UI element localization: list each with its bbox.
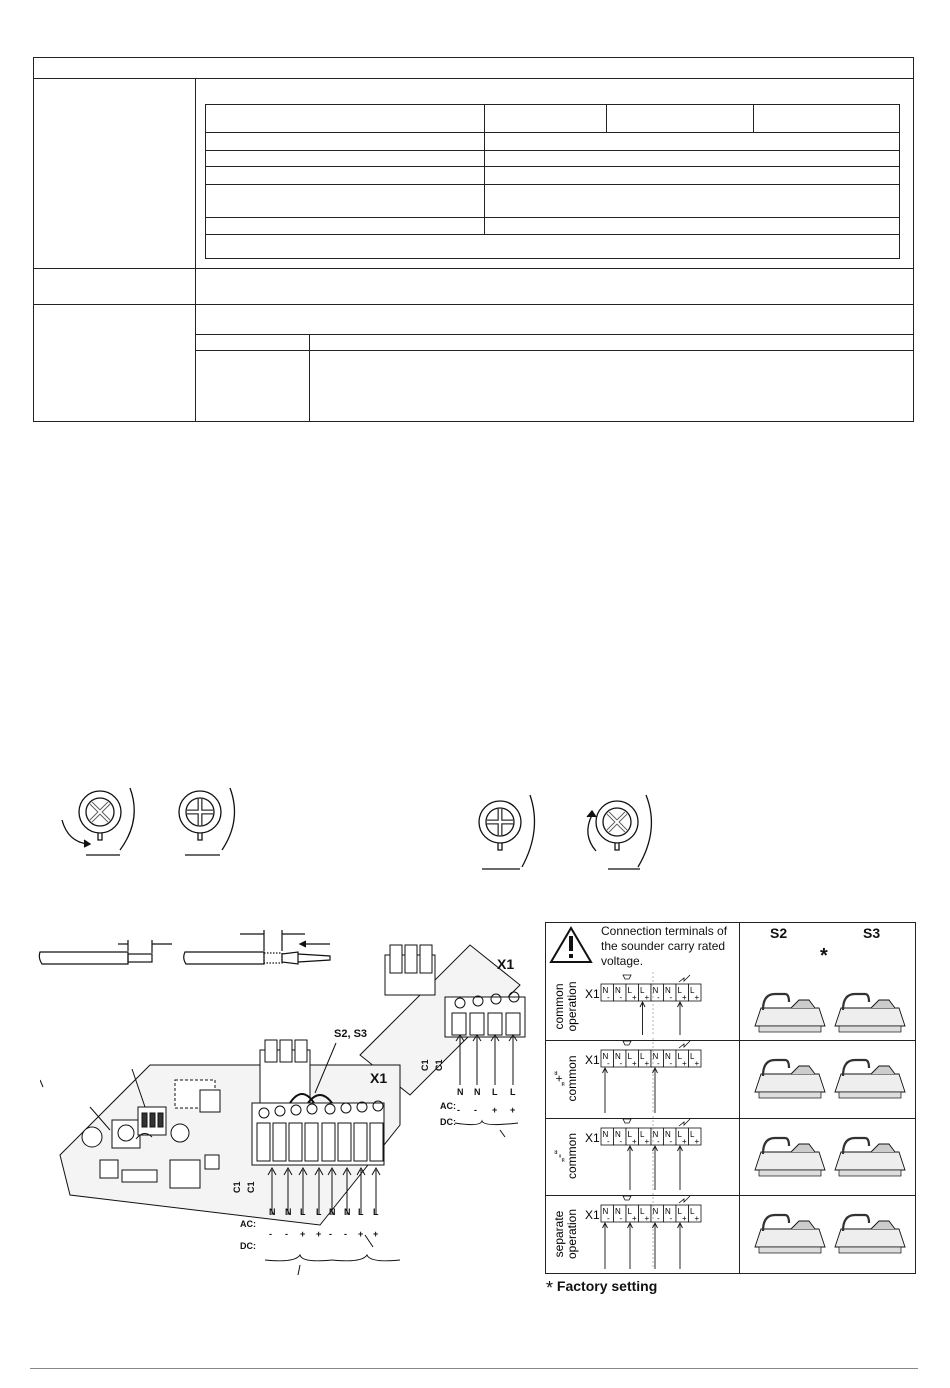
terminal-label: N — [602, 986, 609, 995]
terminal-label: N — [615, 1207, 621, 1216]
wiring-diagram — [40, 925, 540, 1275]
jumper-icon — [835, 1152, 905, 1170]
footnote — [546, 1278, 657, 1299]
terminal-sign: - — [269, 1229, 272, 1239]
terminal-sign: + — [644, 1214, 650, 1223]
terminal-sign: + — [682, 1214, 687, 1223]
factory-mark: * — [820, 945, 828, 967]
jumper-icon — [755, 1229, 825, 1247]
sounder-icon — [623, 1196, 631, 1200]
terminal-label: L — [690, 1207, 695, 1216]
terminal-sign: - — [607, 1214, 610, 1223]
jumper-icon — [835, 1074, 905, 1092]
terminal-sign: - — [657, 1137, 660, 1146]
terminal-sign: + — [373, 1229, 379, 1239]
terminal-label: L — [510, 1087, 516, 1097]
terminal-sign: - — [474, 1105, 477, 1115]
terminal-label: N — [602, 1052, 609, 1061]
screw-rotate-icon — [62, 788, 134, 855]
screw-open-close-illustration — [50, 780, 270, 860]
row-label: „-“ — [552, 1150, 566, 1162]
jumper-icon — [755, 1152, 825, 1170]
terminal-sign: + — [694, 1137, 700, 1146]
terminal-label: N — [615, 986, 621, 995]
row-label: common — [552, 983, 566, 1030]
warning-text: the sounder carry rated — [601, 939, 726, 953]
terminal-label: N — [652, 1052, 659, 1061]
terminal-sign: + — [682, 1137, 687, 1146]
jumper-icon — [835, 1229, 905, 1247]
terminal-sign: + — [694, 1214, 700, 1223]
terminal-label: L — [492, 1087, 498, 1097]
terminal-label: L — [373, 1207, 379, 1217]
terminal-sign: + — [492, 1105, 498, 1115]
x1-label: X1 — [585, 1131, 600, 1145]
row-label: common — [565, 1055, 579, 1102]
terminal-label: N — [269, 1207, 276, 1217]
terminal-sign: + — [510, 1105, 516, 1115]
row-label: common — [565, 1132, 579, 1180]
terminal-sign: - — [619, 993, 623, 1002]
terminal-label: L — [677, 1207, 682, 1216]
terminal-label: L — [677, 1052, 682, 1061]
capacitor-icon — [82, 1127, 102, 1147]
terminal-block-right — [445, 997, 525, 1037]
terminal-label: N — [602, 1207, 609, 1216]
x1-label: X1 — [585, 1053, 600, 1067]
switch-label: S2, S3 — [334, 1028, 368, 1040]
sounder-icon — [623, 975, 631, 979]
terminal-sign: - — [669, 1059, 673, 1068]
terminal-sign: + — [358, 1229, 364, 1239]
terminal-label: L — [627, 986, 632, 995]
terminal-label: L — [627, 1052, 632, 1061]
terminal-label: N — [652, 1130, 659, 1139]
potentiometer-icon — [112, 1120, 140, 1148]
ac-label: AC: — [240, 1219, 256, 1229]
right-c1-label: C1 — [434, 1059, 444, 1071]
terminal-label: L — [690, 1130, 695, 1139]
terminal-sign: + — [632, 993, 637, 1002]
c1-label: C1 — [246, 1181, 256, 1193]
x1-label: X1 — [585, 1208, 600, 1222]
terminal-label: L — [640, 986, 645, 995]
terminal-sign: - — [669, 993, 673, 1002]
terminal-label: L — [627, 1130, 632, 1139]
terminal-label: L — [640, 1130, 645, 1139]
terminal-label: N — [652, 986, 659, 995]
screw-cross-icon — [479, 795, 535, 869]
screw-cross-icon — [179, 788, 235, 855]
terminal-label: N — [344, 1207, 351, 1217]
terminal-sign: + — [632, 1214, 637, 1223]
terminal-label: L — [677, 1130, 682, 1139]
terminal-sign: + — [316, 1229, 322, 1239]
terminal-label: N — [665, 1052, 671, 1061]
flash-icon — [679, 1196, 690, 1203]
footnote-text: Factory setting — [556, 1278, 658, 1294]
terminal-sign: + — [644, 993, 650, 1002]
terminal-sign: - — [285, 1229, 288, 1239]
terminal-label: L — [690, 1052, 695, 1061]
terminal-label: L — [640, 1207, 645, 1216]
right-x1-label: X1 — [497, 956, 515, 972]
terminal-label: L — [690, 986, 695, 995]
flash-icon — [679, 1119, 690, 1126]
dc-label: DC: — [240, 1241, 256, 1251]
warning-text: voltage. — [601, 954, 644, 968]
warning-icon — [551, 928, 591, 962]
sounder-icon — [623, 1119, 631, 1123]
warning-text: Connection terminals of — [601, 924, 728, 938]
ac-label: AC: — [440, 1101, 456, 1111]
terminal-label: N — [457, 1087, 464, 1097]
terminal-sign: - — [607, 1137, 610, 1146]
terminal-label: L — [300, 1207, 306, 1217]
terminal-sign: - — [607, 993, 610, 1002]
terminal-label: N — [329, 1207, 336, 1217]
screw-open-illustration-2 — [470, 785, 680, 875]
terminal-sign: + — [694, 1059, 700, 1068]
flash-icon — [679, 1041, 690, 1048]
terminal-sign: - — [607, 1059, 610, 1068]
terminal-label: L — [316, 1207, 322, 1217]
terminal-label: L — [627, 1207, 632, 1216]
x1-label: X1 — [370, 1070, 388, 1086]
screw-rotate-icon — [587, 795, 651, 869]
terminal-label: N — [615, 1052, 621, 1061]
x1-label: X1 — [585, 987, 600, 1001]
dc-label: DC: — [440, 1117, 456, 1127]
right-c1-label: C1 — [420, 1059, 430, 1071]
jumper-icon — [835, 1008, 905, 1026]
terminal-sign: + — [644, 1059, 650, 1068]
terminal-label: N — [652, 1207, 659, 1216]
terminal-sign: - — [657, 993, 660, 1002]
footer-rule — [30, 1368, 918, 1369]
terminal-label: N — [665, 1207, 671, 1216]
switch-header-s3: S3 — [863, 925, 881, 941]
terminal-label: L — [677, 986, 682, 995]
terminal-sign: + — [682, 993, 687, 1002]
terminal-sign: - — [457, 1105, 460, 1115]
row-label: operation — [565, 981, 579, 1032]
sounder-icon — [623, 1041, 631, 1045]
terminal-sign: + — [632, 1137, 637, 1146]
terminal-label: N — [474, 1087, 481, 1097]
row-label: operation — [565, 1208, 579, 1260]
terminal-sign: + — [300, 1229, 306, 1239]
terminal-label: N — [665, 1130, 671, 1139]
c1-label: C1 — [232, 1181, 242, 1193]
terminal-sign: - — [619, 1137, 623, 1146]
terminal-sign: + — [632, 1059, 637, 1068]
terminal-label: N — [602, 1130, 609, 1139]
terminal-sign: - — [344, 1229, 347, 1239]
terminal-sign: - — [619, 1059, 623, 1068]
terminal-sign: + — [694, 993, 700, 1002]
terminal-label: L — [640, 1052, 645, 1061]
terminal-label: N — [285, 1207, 292, 1217]
footnote-star: * — [546, 1278, 554, 1298]
switch-header-s2: S2 — [770, 925, 788, 941]
jumper-table-graphics — [545, 922, 917, 1274]
terminal-sign: - — [657, 1059, 660, 1068]
terminal-sign: + — [682, 1059, 687, 1068]
terminal-sign: + — [644, 1137, 650, 1146]
terminal-sign: - — [619, 1214, 623, 1223]
terminal-label: N — [665, 986, 671, 995]
terminal-sign: - — [669, 1137, 673, 1146]
jumper-icon — [755, 1074, 825, 1092]
row-label: „+“ — [552, 1071, 566, 1086]
jumper-icon — [755, 1008, 825, 1026]
terminal-sign: - — [669, 1214, 673, 1223]
terminal-sign: - — [329, 1229, 332, 1239]
terminal-sign: - — [657, 1214, 660, 1223]
terminal-label: N — [615, 1130, 621, 1139]
row-label: separate — [552, 1210, 566, 1258]
terminal-label: L — [358, 1207, 364, 1217]
flash-icon — [679, 975, 690, 982]
